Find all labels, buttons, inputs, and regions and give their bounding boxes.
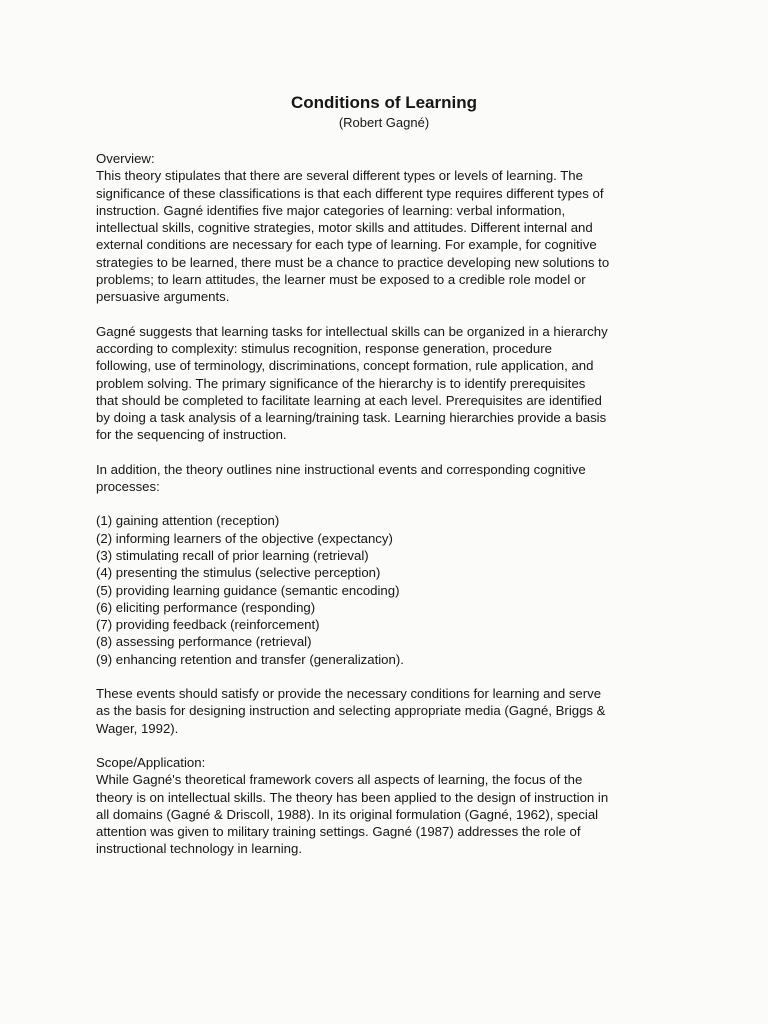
paragraph-gap [96,444,676,461]
paragraph [96,685,676,737]
paragraph [96,461,676,496]
text-line: all domains (Gagné & Driscoll, 1988). In its original formulation (Gagné, 1962), special [96,806,599,822]
paragraph [96,754,676,858]
paragraph [96,323,676,444]
text-line: These events should satisfy or provide the necessary conditions for learning and serve [96,686,602,702]
text-line: Wager, 1992). [96,720,179,736]
text-line: intellectual skills, cognitive strategies, motor skills and attitudes. Different internal and [96,220,593,236]
paragraph [96,512,676,668]
text-line: problem solving. The primary significance of the hierarchy is to identify prerequisites [96,375,586,391]
paragraph-gap [96,737,676,754]
paragraph [96,150,676,306]
text-line: attention was given to military training settings. Gagné (1987) addresses the role of [96,824,581,840]
text-line: Gagné suggests that learning tasks for intellectual skills can be organized in a hierarchy [96,323,608,339]
paragraph-gap [96,668,676,685]
text-line: as the basis for designing instruction and selecting appropriate media (Gagné, Briggs & [96,703,606,719]
text-line: (1) gaining attention (reception) [96,513,280,529]
text-line: (4) presenting the stimulus (selective perception) [96,565,381,581]
text-line: following, use of terminology, discriminations, concept formation, rule application, and [96,358,594,374]
text-line: by doing a task analysis of a learning/training task. Learning hierarchies provide a basis [96,410,607,426]
text-line: significance of these classifications is that each different type requires different types of [96,185,604,201]
text-line: for the sequencing of instruction. [96,427,287,443]
text-line: problems; to learn attitudes, the learner must be exposed to a credible role model or [96,272,586,288]
text-line: While Gagné's theoretical framework covers all aspects of learning, the focus of the [96,772,583,788]
text-line: Scope/Application: [96,754,206,770]
text-line: (8) assessing performance (retrieval) [96,634,312,650]
text-line: external conditions are necessary for each type of learning. For example, for cognitive [96,237,597,253]
paragraph-gap [96,306,676,323]
text-line: that should be completed to facilitate learning at each level. Prerequisites are identified [96,392,602,408]
text-line: theory is on intellectual skills. The theory has been applied to the design of instruction in [96,789,609,805]
text-line: (7) providing feedback (reinforcement) [96,617,320,633]
text-line: according to complexity: stimulus recognition, response generation, procedure [96,340,552,356]
text-line: In addition, the theory outlines nine instructional events and corresponding cognitive [96,461,586,477]
text-line: instructional technology in learning. [96,841,302,857]
document-title: Conditions of Learning [290,93,478,112]
text-line: persuasive arguments. [96,289,230,305]
text-line: Overview: [96,151,155,166]
paragraph-gap [96,495,676,512]
text-line: (6) eliciting performance (responding) [96,599,316,615]
text-line: This theory stipulates that there are several different types or levels of learning. The [96,168,583,184]
document-body [96,150,676,858]
text-line: processes: [96,479,160,495]
text-line: (3) stimulating recall of prior learning (retrieval) [96,547,369,563]
text-line: instruction. Gagné identifies five major categories of learning: verbal information, [96,202,566,218]
text-line: (2) informing learners of the objective (expectancy) [96,530,393,546]
title-block [0,92,768,132]
text-line: (5) providing learning guidance (semantic encoding) [96,582,400,598]
text-line: strategies to be learned, there must be a chance to practice developing new solutions to [96,254,610,270]
document-author: (Robert Gagné) [338,115,430,130]
text-line: (9) enhancing retention and transfer (generalization). [96,651,404,667]
